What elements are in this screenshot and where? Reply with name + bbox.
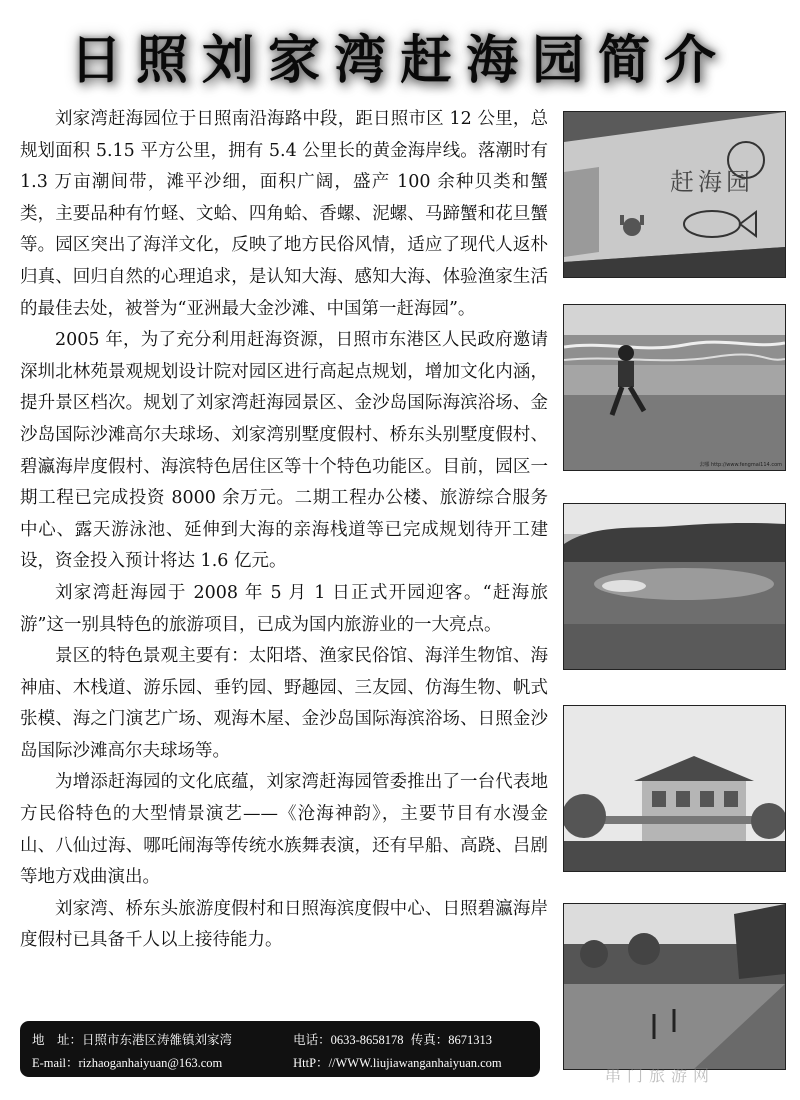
photo-wall-sign (563, 111, 786, 278)
footer-row-2 (32, 1053, 502, 1071)
photo-villa (563, 705, 786, 872)
paragraph-1: 刘家湾赶海园位于日照南沿海路中段，距日照市区 12 公里，总规划面积 5.15 平方公里，拥有 5.4 公里长的黄金海岸线。落潮时有 1.3 万亩潮间带，滩平沙细，面积广阔，盛产 100 余种贝类和蟹类，主要品种有竹蛏、文蛤、四角蛤、香螺、泥螺、马蹄蟹和花旦蟹等。园区突出了海洋文化，反映了地方民俗风情，适应了现代人返朴归真、回归自然的心理追求，是认知大海、感知大海、体验渔家生活的最佳去处，被誉为“亚洲最大金沙滩、中国第一赶海园”。 (20, 109, 548, 319)
paragraph-5: 为增添赶海园的文化底蕴，刘家湾赶海园管委推出了一台代表地方民俗特色的大型情景演艺——《沧海神韵》，主要节目有水漫金山、八仙过海、哪吒闹海等传统水族舞表演，还有早船、高跷、吕剧等地方戏曲演出。 (20, 772, 548, 888)
footer-row-1 (32, 1030, 492, 1048)
paragraph-3: 刘家湾赶海园于 2008 年 5 月 1 日正式开园迎客。“赶海旅游”这一别具特色的旅游项目，已成为国内旅游业的一大亮点。 (20, 582, 548, 635)
web-label: HttP： (293, 1056, 329, 1070)
email-label: E-mail： (32, 1056, 79, 1070)
wall-sign-image (564, 112, 785, 277)
golf-image (564, 504, 785, 669)
page-title: 日照刘家湾赶海园简介 (69, 31, 730, 91)
photo-beach (563, 304, 786, 471)
web-value[interactable]: //WWW.liujiawanganhaiyuan.com (328, 1056, 502, 1070)
header (0, 0, 800, 100)
fax-label: 传真： (410, 1033, 449, 1047)
paragraph-4: 景区的特色景观主要有：太阳塔、渔家民俗馆、海洋生物馆、海神庙、木栈道、游乐园、垂钓园、野趣园、三友园、仿海生物、帆式张模、海之门演艺广场、观海木屋、金沙岛国际海滨浴场、日照金沙岛国际沙滩高尔夫球场等。 (20, 646, 548, 761)
photo-golf (563, 503, 786, 670)
address-value: 日照市东港区涛雒镇刘家湾 (82, 1033, 233, 1047)
contact-footer (20, 1021, 540, 1077)
paragraph-6: 刘家湾、桥东头旅游度假村和日照海滨度假中心、日照碧瀛海岸度假村已具备千人以上接待能力。 (20, 898, 548, 951)
article-body (20, 104, 548, 957)
beach-image (564, 305, 785, 470)
pond-image (564, 904, 785, 1069)
phone-value: 0633-8658178 (330, 1033, 404, 1047)
address-block (32, 1030, 290, 1048)
email-value[interactable]: rizhaoganhaiyuan@163.com (78, 1056, 223, 1070)
phone-label: 电话： (293, 1033, 331, 1047)
wall-text: 赶海园 (670, 168, 754, 196)
paragraph-2: 2005 年，为了充分利用赶海资源，日照市东港区人民政府邀请深圳北林苑景观规划设计院对园区进行高起点规划，增加文化内涵，提升景区档次。规划了刘家湾赶海园景区、金沙岛国际海滨浴场、金沙岛国际沙滩高尔夫球场、刘家湾别墅度假村、桥东头别墅度假村、碧瀛海岸度假村、海滨特色居住区等十个特色功能区。目前，园区一期工程已完成投资 8000 余万元。二期工程办公楼、旅游综合服务中心、露天游泳池、延伸到大海的亲海栈道等已完成规划待开工建设，资金投入预计将达 1.6 亿元。 (20, 330, 548, 572)
email-block (32, 1053, 290, 1071)
phone-block (293, 1030, 492, 1048)
photo-caption: 去哪 http://www.fengmai114.com (699, 462, 782, 468)
fax-value: 8671313 (448, 1033, 492, 1047)
photo-pond (563, 903, 786, 1070)
villa-image (564, 706, 785, 871)
address-label: 地 址： (32, 1033, 83, 1047)
watermark: 串门旅游网 (605, 1066, 716, 1085)
web-block (293, 1053, 502, 1071)
